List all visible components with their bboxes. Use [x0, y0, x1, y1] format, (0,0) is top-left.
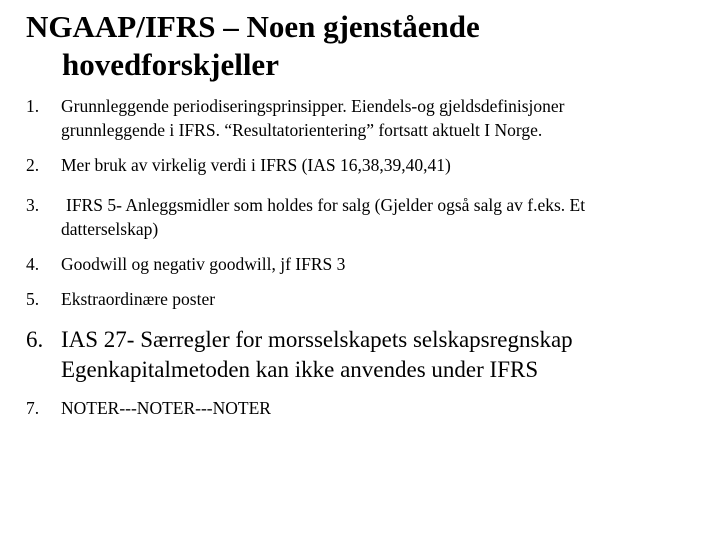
list-item-line: Mer bruk av virkelig verdi i IFRS (IAS 16,38,39,40,41) — [61, 155, 451, 175]
slide-title-line-2: hovedforskjeller — [62, 47, 279, 82]
list-item-text — [61, 396, 701, 420]
list-item-text — [61, 94, 701, 142]
list-item-line: grunnleggende i IFRS. “Resultatorientering” fortsatt aktuelt I Norge. — [61, 120, 543, 140]
list-item-text — [61, 193, 701, 241]
list-item-line: Ekstraordinære poster — [61, 289, 216, 309]
list-item-number: 1. — [26, 96, 40, 116]
list-item-number: 6. — [26, 327, 44, 352]
list-item-line: Egenkapitalmetoden kan ikke anvendes under IFRS — [61, 357, 539, 382]
list-item-number: 5. — [26, 289, 40, 309]
list-item-line: datterselskap) — [61, 219, 159, 239]
list-item-number: 7. — [26, 398, 40, 418]
list-item-text — [61, 153, 701, 177]
list-item-line: Goodwill og negativ goodwill, jf IFRS 3 — [61, 254, 346, 274]
list-item-text — [61, 325, 701, 385]
list-item-line: Grunnleggende periodiseringsprinsipper. Eiendels-og gjeldsdefinisjoner — [61, 96, 565, 116]
slide-title — [26, 8, 686, 84]
list-item-number: 3. — [26, 195, 40, 215]
slide-title-line-1: NGAAP/IFRS – Noen gjenstående — [26, 9, 480, 44]
list-item-number: 2. — [26, 155, 40, 175]
list-item-number: 4. — [26, 254, 40, 274]
list-item-line: IFRS 5- Anleggsmidler som holdes for salg (Gjelder også salg av f.eks. Et — [66, 195, 586, 215]
list-item-text — [61, 287, 701, 311]
list-item-line: NOTER---NOTER---NOTER — [61, 398, 271, 418]
list-item-text — [61, 252, 701, 276]
list-item-line: IAS 27- Særregler for morsselskapets selskapsregnskap — [61, 327, 573, 352]
